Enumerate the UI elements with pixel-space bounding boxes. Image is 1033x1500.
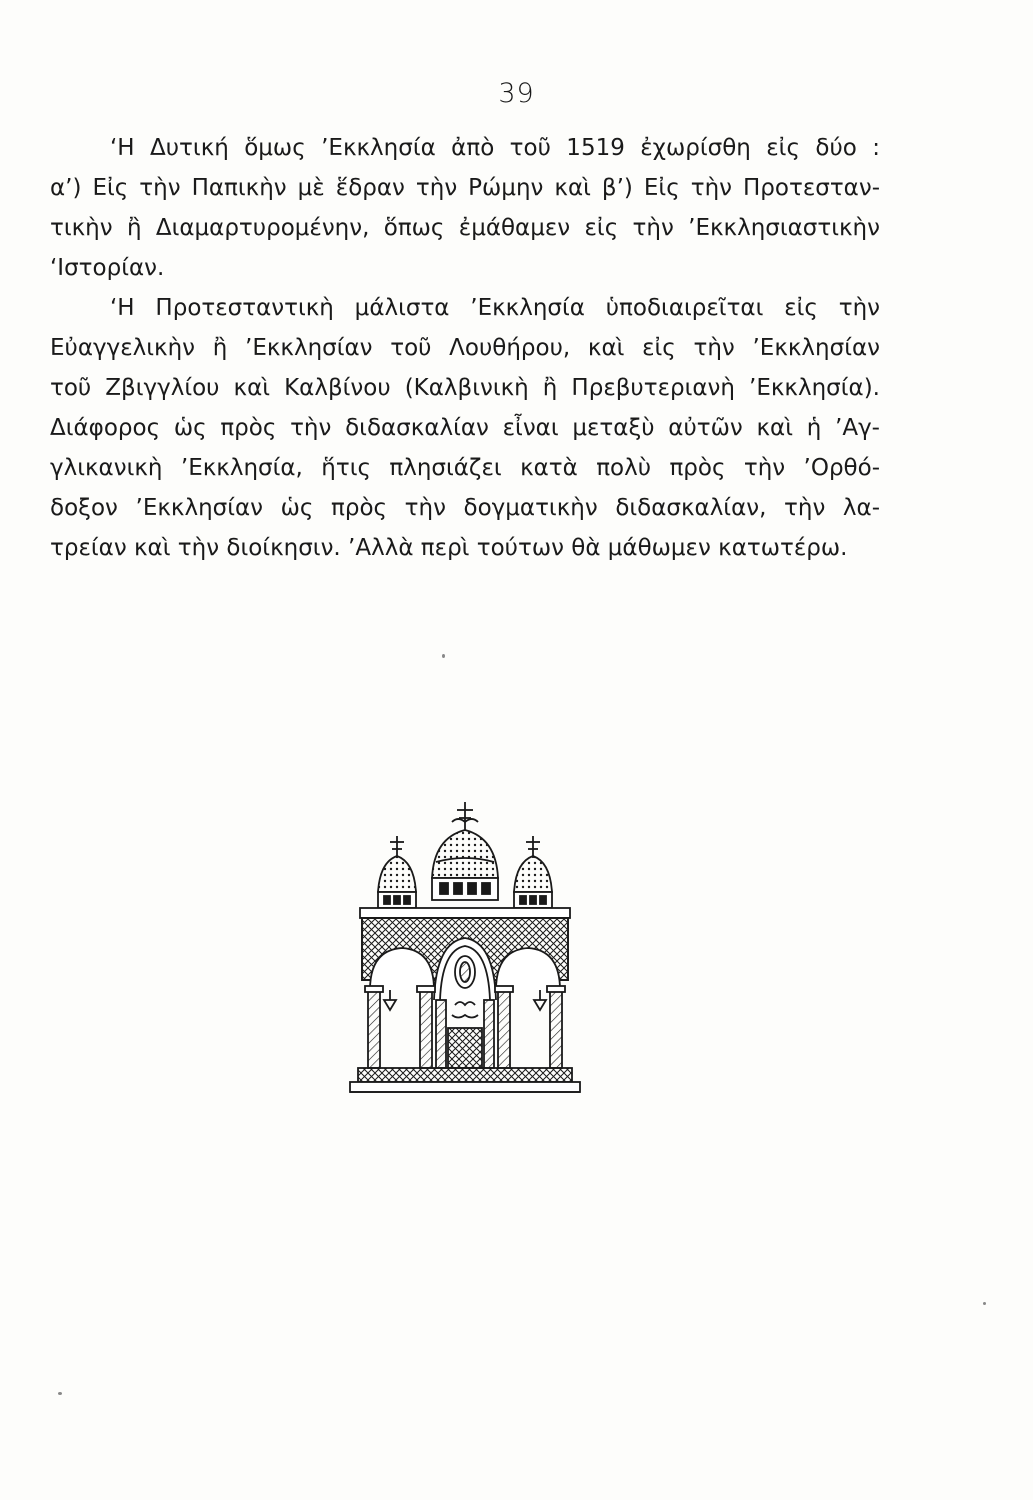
- text-line: ‘Ιστορίαν.: [50, 255, 165, 281]
- text-line: δοξον ’Εκκλησίαν ὡς πρὸς τὴν δογματικὴν διδασκαλίαν, τὴν λα-: [50, 495, 880, 521]
- text-line: α’) Εἰς τὴν Παπικὴν μὲ ἕδραν τὴν Ρώμην καὶ β’) Εἰς τὴν Προτεσταν-: [50, 175, 880, 201]
- text-line: Εὐαγγελικὴν ἢ ’Εκκλησίαν τοῦ Λουθήρου, καὶ εἰς τὴν ’Εκκλησίαν: [50, 335, 880, 361]
- text-line: τοῦ Ζβιγγλίου καὶ Καλβίνου (Καλβινικὴ ἢ Πρεβυτεριανὴ ’Εκκλησία).: [50, 375, 880, 401]
- body-text: [50, 128, 880, 568]
- page-number: 39: [498, 78, 535, 109]
- print-speck: [58, 1392, 62, 1395]
- text-line: τικὴν ἢ Διαμαρτυρομένην, ὅπως ἐμάθαμεν εἰς τὴν ’Εκκλησιαστικὴν: [50, 215, 880, 241]
- paragraph-western-church: [50, 128, 880, 288]
- print-speck: [442, 654, 445, 658]
- text-line: Διάφορος ὡς πρὸς τὴν διδασκαλίαν εἶναι μεταξὺ αὐτῶν καὶ ἡ ’Αγ-: [50, 415, 880, 441]
- text-line: ‘Η Δυτική ὅμως ’Εκκλησία ἀπὸ τοῦ 1519 ἐχωρίσθη εἰς δύο :: [110, 135, 880, 161]
- text-line: γλικανικὴ ’Εκκλησία, ἥτις πλησιάζει κατὰ πολὺ πρὸς τὴν ’Ορθό-: [50, 455, 880, 481]
- text-line: τρείαν καὶ τὴν διοίκησιν. ’Αλλὰ περὶ τούτων θὰ μάθωμεν κατωτέρω.: [50, 535, 848, 561]
- church-vignette-icon: [340, 800, 590, 1105]
- paragraph-protestant-church: [50, 288, 880, 568]
- text-line: ‘Η Προτεσταντικὴ μάλιστα ’Εκκλησία ὑποδιαιρεῖται εἰς τὴν: [110, 295, 880, 321]
- print-speck: [983, 1302, 986, 1305]
